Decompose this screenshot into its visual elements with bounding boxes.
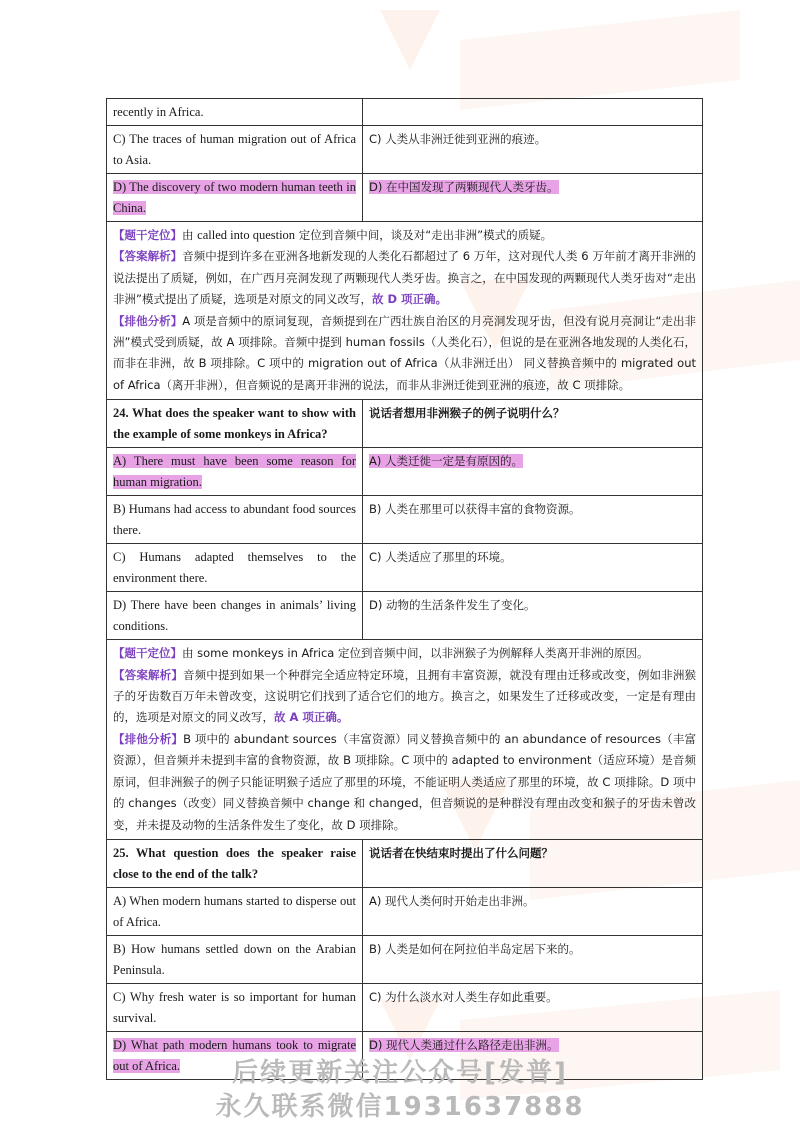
footer-promo-line2: 永久联系微信1931637888 bbox=[215, 1092, 585, 1122]
option-en: A) When modern humans started to disperse out of Africa. bbox=[107, 888, 363, 935]
table-row bbox=[107, 984, 702, 1032]
analysis-block bbox=[107, 222, 702, 400]
table-row bbox=[107, 888, 702, 936]
answer-tag: 【答案解析】 bbox=[113, 667, 183, 682]
answer-conclusion: 故 A 项正确。 bbox=[274, 710, 349, 725]
question-row bbox=[107, 400, 702, 448]
option-zh: C) 为什么淡水对人类生存如此重要。 bbox=[369, 989, 558, 1004]
option-zh-correct bbox=[363, 448, 702, 495]
highlight: D) 现代人类通过什么路径走出非洲。 bbox=[369, 1037, 559, 1052]
other-tag: 【排他分析】 bbox=[113, 313, 183, 328]
option-zh bbox=[363, 99, 702, 125]
option-en: C) The traces of human migration out of Africa to Asia. bbox=[107, 126, 363, 173]
table-row bbox=[107, 544, 702, 592]
answer-table bbox=[106, 98, 703, 1080]
table-row bbox=[107, 496, 702, 544]
analysis-block bbox=[107, 640, 702, 840]
question-zh: 说话者在快结束时提出了什么问题？ bbox=[369, 845, 553, 860]
other-tag: 【排他分析】 bbox=[113, 731, 184, 746]
option-zh: B) 人类在那里可以获得丰富的食物资源。 bbox=[369, 502, 581, 517]
option-en: C) Humans adapted themselves to the environment there. bbox=[107, 544, 363, 591]
other-text: B 项中的 abundant sources（丰富资源）同义替换音频中的 an abundance of resources（丰富资源），但音频并未提到丰富的食物资源，故 B 项排除。C 项中的 adapted to environment（适应环境）是音频原词，但非洲猴子的例子只能证明猴子适应了那里的环境，不能证明人类适应了那里的环境，故 C 项排除。D 项中的 changes（改变）同义替换音频中 change 和 changed，但音频说的是种群没有理由改变和猴子的牙齿未曾改变，并未提及动物的生活条件发生了变化，故 D 项排除。 bbox=[113, 731, 696, 832]
table-row bbox=[107, 126, 702, 174]
highlight: D) The discovery of two modern human teeth in China. bbox=[113, 180, 356, 215]
stem-keyword: called into question bbox=[197, 228, 296, 242]
option-en: B) How humans settled down on the Arabian Peninsula. bbox=[107, 936, 363, 983]
answer-text: 音频中提到如果一个种群完全适应特定环境，且拥有丰富资源，就没有理由迁移或改变，例如非洲猴子的牙齿数百万年未曾改变，这说明它们找到了适合它们的地方。换言之，如果发生了迁移或改变，一定是有理由的，选项是对原文的同义改写， bbox=[113, 667, 696, 725]
table-row bbox=[107, 99, 702, 126]
answer-text: 音频中提到许多在亚洲各地新发现的人类化石都超过了 6 万年，这对现代人类 6 万年前才离开非洲的说法提出了质疑，例如，在广西月亮洞发现了两颗现代人类牙齿。换言之，在中国发现的两颗现代人类牙齿对“走出非洲”模式提出了质疑，选项是对原文的同义改写， bbox=[113, 249, 696, 307]
table-row bbox=[107, 174, 702, 222]
answer-conclusion: 故 D 项正确。 bbox=[371, 292, 448, 307]
question-row bbox=[107, 840, 702, 888]
answer-tag: 【答案解析】 bbox=[113, 249, 183, 264]
question-zh: 说话者想用非洲猴子的例子说明什么？ bbox=[369, 406, 565, 421]
option-en: D) There have been changes in animals’ living conditions. bbox=[107, 592, 363, 639]
option-zh: C) 人类适应了那里的环境。 bbox=[369, 550, 512, 565]
option-en-correct bbox=[107, 448, 363, 495]
stem-tag: 【题干定位】 bbox=[113, 228, 182, 242]
table-row bbox=[107, 448, 702, 496]
highlight: A) 人类迁徙一定是有原因的。 bbox=[369, 454, 524, 469]
option-zh: B) 人类是如何在阿拉伯半岛定居下来的。 bbox=[369, 941, 581, 956]
stem-text: 定位到音频中间，谈及对“走出非洲”模式的质疑。 bbox=[295, 228, 553, 242]
stem-text: 由 bbox=[182, 228, 198, 242]
option-en: C) Why fresh water is so important for human survival. bbox=[107, 984, 363, 1031]
stem-tag: 【题干定位】 bbox=[113, 646, 182, 661]
highlight: D) 在中国发现了两颗现代人类牙齿。 bbox=[369, 180, 559, 194]
option-en-correct bbox=[107, 174, 363, 221]
option-en: recently in Africa. bbox=[107, 99, 363, 125]
stem-text: 由 some monkeys in Africa 定位到音频中间，以非洲猴子为例解释人类离开非洲的原因。 bbox=[182, 646, 649, 661]
table-row bbox=[107, 592, 702, 640]
option-zh: C) 人类从非洲迁徙到亚洲的痕迹。 bbox=[369, 132, 547, 146]
question-en: 25. What question does the speaker raise close to the end of the talk? bbox=[107, 840, 363, 887]
option-en: B) Humans had access to abundant food sources there. bbox=[107, 496, 363, 543]
highlight: A) There must have been some reason for human migration. bbox=[113, 454, 356, 490]
option-zh: D) 动物的生活条件发生了变化。 bbox=[369, 598, 536, 613]
highlight: D) What path modern humans took to migrate out of Africa. bbox=[113, 1037, 356, 1073]
option-zh-correct bbox=[363, 174, 702, 221]
option-zh: A) 现代人类何时开始走出非洲。 bbox=[369, 893, 535, 908]
question-en: 24. What does the speaker want to show with the example of some monkeys in Africa? bbox=[107, 400, 363, 447]
table-row bbox=[107, 936, 702, 984]
other-text: A 项是音频中的原词复现，音频提到在广西壮族自治区的月亮洞发现牙齿，但没有说月亮洞让“走出非洲”模式受到质疑，故 A 项排除。音频中提到 human fossils（人类化石），但说的是在亚洲各地发现的人类化石，而非在非洲，故 B 项排除。C 项中的 migration out of Africa（从非洲迁出） 同义替换音频中的 migrated out of Africa（离开非洲），但音频说的是离开非洲的说法，而非从非洲迁徙到亚洲的痕迹，故 C 项排除。 bbox=[113, 313, 696, 392]
footer-promo-line1: 后续更新关注公众号[发普] bbox=[232, 1058, 568, 1088]
